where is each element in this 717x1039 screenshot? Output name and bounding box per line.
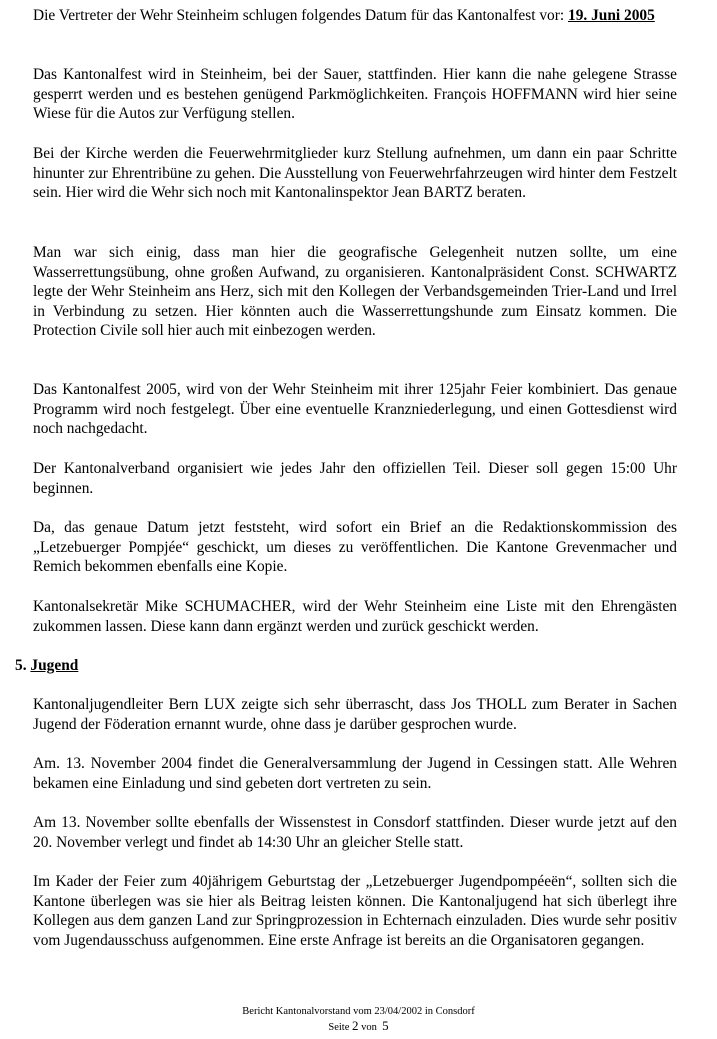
paragraph-youth-leader: Kantonaljugendleiter Bern LUX zeigte sich sehr überrascht, dass Jos THOLL zum Berater in Sachen Jugend der Föderation ernannt wurde, ohne dass je darüber gesprochen wurde. — [33, 696, 677, 733]
paragraph-date-proposal — [33, 6, 677, 26]
section-title: Jugend — [30, 657, 79, 674]
footer-page-number — [0, 1019, 717, 1035]
footer-page-total: 5 — [382, 1018, 389, 1033]
paragraph-guest-list: Kantonalsekretär Mike SCHUMACHER, wird der Wehr Steinheim eine Liste mit den Ehrengästen zukommen lassen. Diese kann dann ergänzt werden und zurück geschickt werden. — [33, 598, 677, 635]
paragraph-knowledge-test: Am 13. November sollte ebenfalls der Wissenstest in Consdorf stattfinden. Dieser wurde jetzt auf den 20. November verlegt und findet ab 14:30 Uhr an gleicher Stelle statt. — [33, 814, 677, 851]
section-number: 5. — [15, 657, 27, 674]
paragraph-official-part: Der Kantonalverband organisiert wie jedes Jahr den offiziellen Teil. Dieser soll gegen 15:00 Uhr beginnen. — [33, 460, 677, 497]
paragraph-anniversary: Das Kantonalfest 2005, wird von der Wehr Steinheim mit ihrer 125jahr Feier kombiniert. Das genaue Programm wird noch festgelegt. Über eine eventuelle Kranzniederlegung, und einen Gottesdienst wird noch nachgedacht. — [33, 381, 677, 438]
section-heading-jugend — [15, 656, 78, 676]
footer-report-line: Bericht Kantonalvorstand vom 23/04/2002 in Consdorf — [242, 1006, 475, 1017]
page-footer — [0, 1005, 717, 1035]
paragraph-festival-location: Das Kantonalfest wird in Steinheim, bei der Sauer, stattfinden. Hier kann die nahe gelegene Strasse gesperrt werden und es bestehen genügend Parkmöglichkeiten. François HOFFMANN wird hier seine Wiese für die Autos zur Verfügung stellen. — [33, 66, 677, 123]
paragraph-date-proposal-text: Die Vertreter der Wehr Steinheim schlugen folgendes Datum für das Kantonalfest vor: — [33, 7, 568, 24]
paragraph-youth-anniversary: Im Kader der Feier zum 40jährigem Geburtstag der „Letzebuerger Jugendpompéeën“, sollten sich die Kantone überlegen was sie hier als Beitrag leisten können. Die Kantonaljugend hat sich überlegt ihre Kollegen aus dem ganzen Land zur Springprozession in Echternach einzuladen. Dies wurde sehr positiv vom Jugendausschuss aufgenommen. Eine erste Anfrage ist bereits an die Organisatoren gegangen. — [33, 873, 677, 949]
footer-page-separator: von — [361, 1022, 377, 1033]
paragraph-church-parade: Bei der Kirche werden die Feuerwehrmitglieder kurz Stellung aufnehmen, um dann ein paar Schritte hinunter zur Ehrentribüne zu gehen. Die Ausstellung von Feuerwehrfahrzeugen wird hinter dem Festzelt sein. Hier wird die Wehr sich noch mit Kantonalinspektor Jean BARTZ beraten. — [33, 145, 677, 202]
date-emphasis: 19. Juni 2005 — [568, 7, 655, 24]
paragraph-general-assembly: Am. 13. November 2004 findet die Generalversammlung der Jugend in Cessingen statt. Alle Wehren bekamen eine Einladung und sind gebeten dort vertreten zu sein. — [33, 755, 677, 792]
footer-page-current: 2 — [352, 1018, 359, 1033]
paragraph-letter: Da, das genaue Datum jetzt feststeht, wird sofort ein Brief an die Redaktionskommission des „Letzebuerger Pompjée“ geschickt, um dieses zu veröffentlichen. Die Kantone Grevenmacher und Remich bekommen ebenfalls eine Kopie. — [33, 519, 677, 576]
paragraph-water-rescue: Man war sich einig, dass man hier die geografische Gelegenheit nutzen sollte, um eine Wasserrettungsübung, ohne großen Aufwand, zu organisieren. Kantonalpräsident Const. SCHWARTZ legte der Wehr Steinheim ans Herz, sich mit den Kollegen der Verbandsgemeinden Trier-Land und Irrel in Verbindung zu setzen. Hier könnten auch die Wasserrettungshunde zum Einsatz kommen. Die Protection Civile soll hier auch mit einbezogen werden. — [33, 244, 677, 340]
footer-page-prefix: Seite — [328, 1022, 350, 1033]
